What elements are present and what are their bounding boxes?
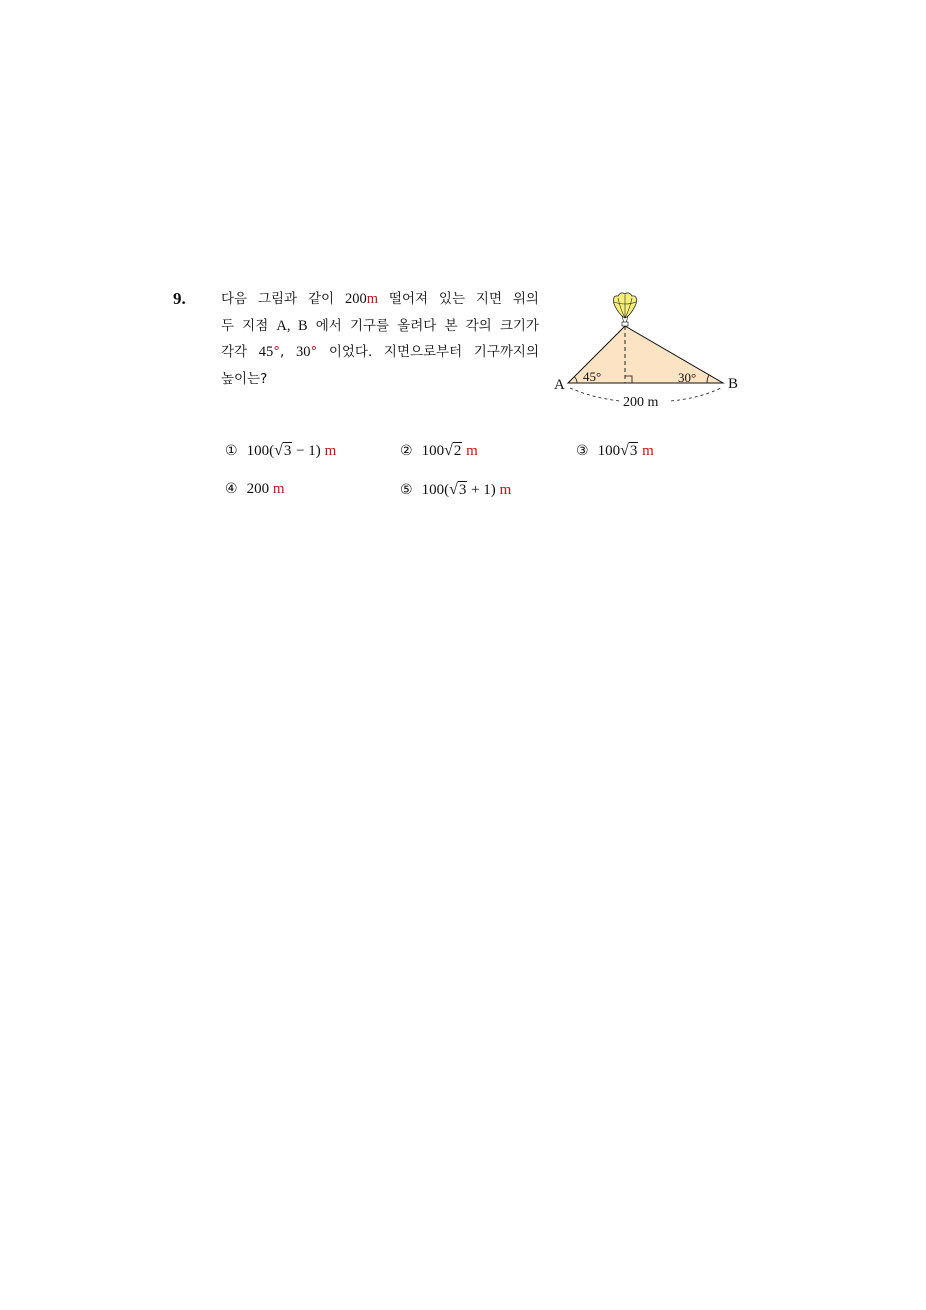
text-fragment: 각각 [221, 344, 259, 360]
choice-3[interactable] [576, 442, 654, 460]
choice-prefix: 200 [246, 481, 270, 497]
choice-unit: m [499, 482, 512, 498]
sqrt-symbol: √3 [449, 481, 467, 498]
choice-1[interactable] [225, 442, 336, 460]
question-line-4 [221, 366, 539, 393]
angle-value-2: 30 [295, 344, 311, 360]
choice-prefix: 100( [421, 482, 450, 498]
angle-a-label: 45° [583, 369, 602, 384]
distance-arc-right [671, 388, 721, 401]
text-fragment: 에서 기구를 올려다 본 각의 크기가 [307, 317, 539, 334]
question-line-2 [221, 313, 539, 340]
balloon-triangle-figure [548, 290, 748, 415]
choice-unit: m [466, 443, 478, 459]
choice-mark: ① [225, 443, 238, 459]
degree-unit: ° [273, 344, 280, 360]
radicand: 3 [283, 443, 292, 459]
choice-prefix: 100 [421, 443, 445, 459]
text-fragment: 두 지점 [221, 317, 277, 334]
distance-label: 200 m [623, 395, 659, 410]
point-a-label: A [554, 377, 565, 393]
question-line-3 [221, 339, 539, 366]
choice-mark: ③ [576, 443, 589, 459]
balloon-icon [614, 293, 637, 326]
question-text [221, 286, 539, 392]
radicand: 3 [458, 482, 467, 498]
sqrt-symbol: √2 [444, 442, 462, 459]
question-number: 9. [173, 289, 186, 308]
choice-suffix: + 1) [467, 482, 496, 498]
choice-mark: ④ [225, 481, 238, 497]
choice-prefix: 100( [246, 443, 275, 459]
choice-unit: m [642, 443, 654, 459]
choice-unit: m [324, 443, 337, 459]
radicand: 3 [629, 443, 638, 459]
choice-unit: m [272, 481, 285, 497]
choice-2[interactable] [400, 442, 478, 460]
sqrt-symbol: √3 [620, 442, 638, 459]
choice-4[interactable] [225, 481, 284, 498]
distance-arc-left [570, 388, 620, 401]
text-fragment: 다음 그림과 같이 [221, 291, 345, 307]
choice-5[interactable] [400, 481, 511, 499]
text-fragment: 떨어져 있는 지면 위의 [378, 291, 539, 307]
text-fragment: 높이는? [221, 370, 268, 387]
choice-mark: ② [400, 443, 413, 459]
distance-value: 200 [344, 291, 367, 307]
points-label: A, B [276, 317, 308, 334]
point-b-label: B [728, 376, 739, 392]
angle-b-label: 30° [678, 370, 697, 385]
angle-value-1: 45 [258, 344, 274, 360]
sqrt-symbol: √3 [274, 442, 292, 459]
choice-mark: ⑤ [400, 482, 413, 498]
choice-suffix: − 1) [292, 443, 321, 459]
text-fragment: 이었다. 지면으로부터 기구까지의 [317, 344, 539, 360]
radicand: 2 [453, 443, 462, 459]
distance-unit: m [366, 291, 379, 307]
question-line-1 [221, 286, 539, 313]
choice-prefix: 100 [597, 443, 621, 459]
degree-unit: ° [310, 344, 318, 360]
text-fragment: , [279, 344, 296, 360]
